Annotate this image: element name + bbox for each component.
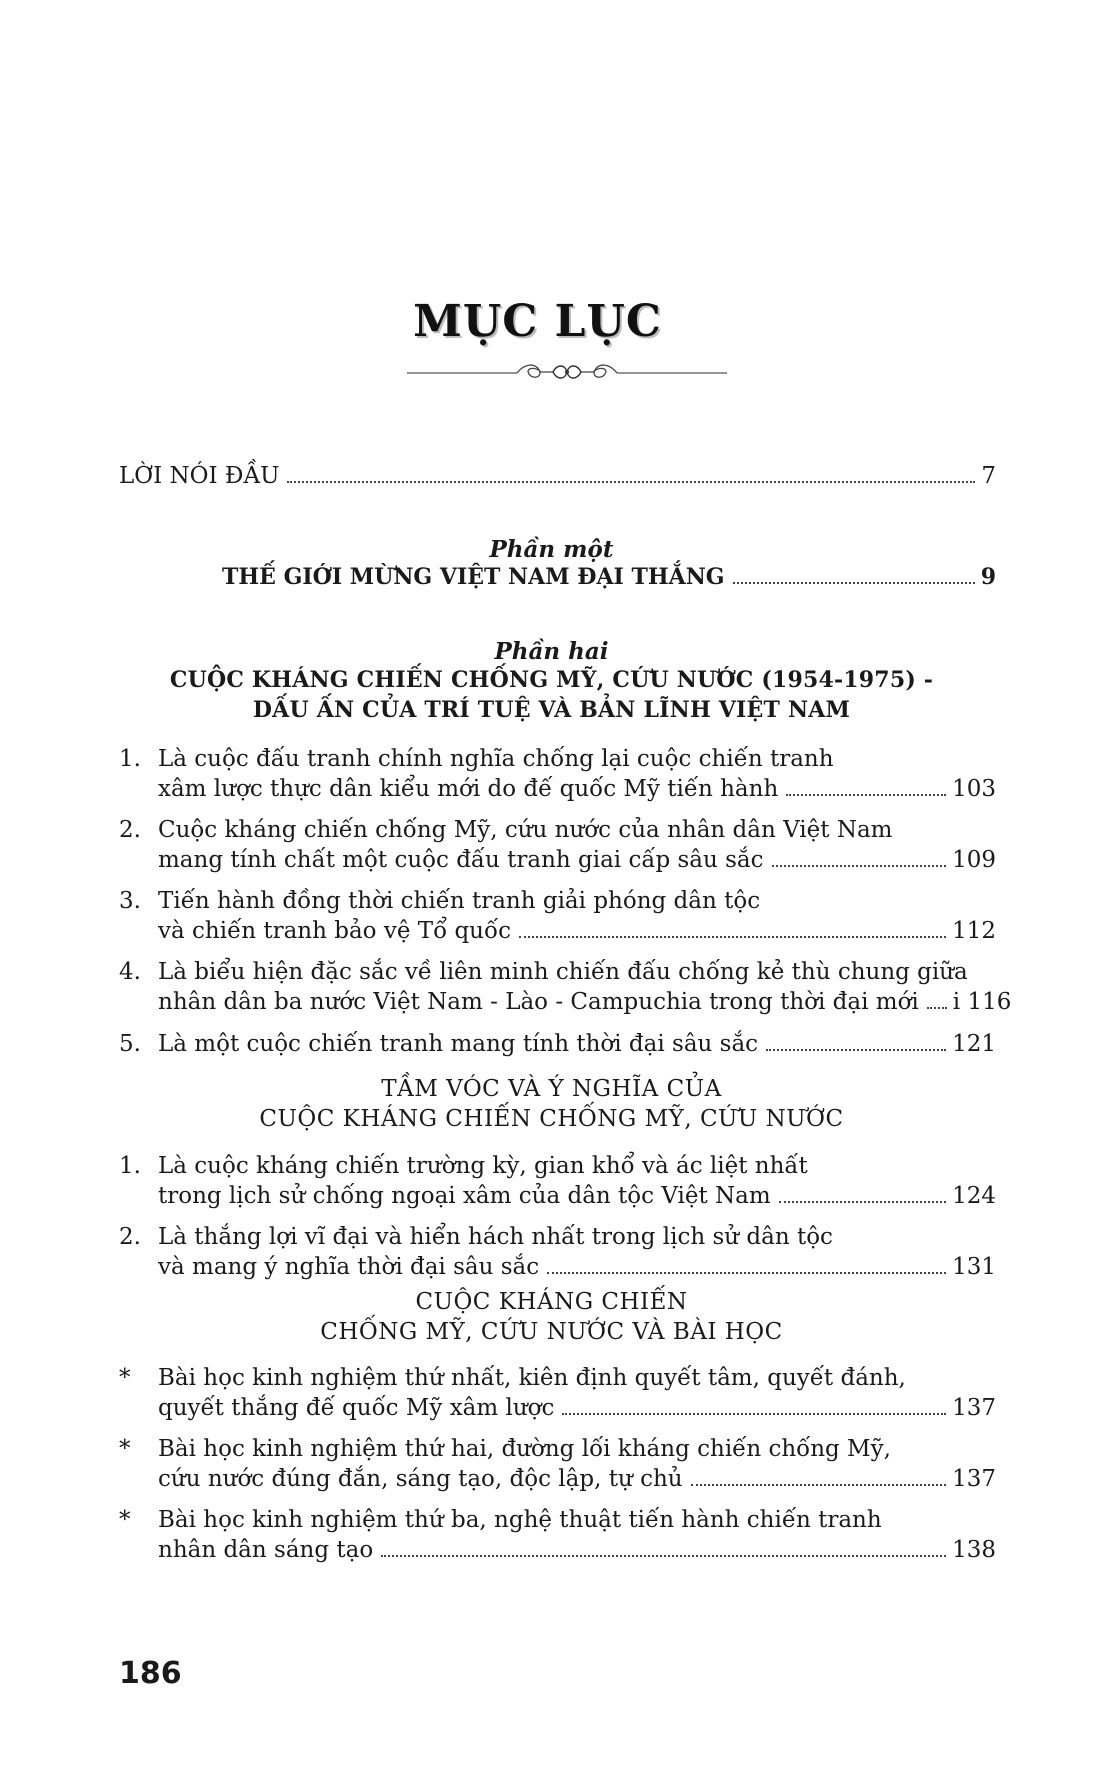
entry-bullet: * [119, 1507, 131, 1533]
toc-entry[interactable] [119, 957, 1012, 1019]
entry-label: LỜI NÓI ĐẦU [119, 463, 280, 489]
toc-entry[interactable] [119, 1222, 996, 1284]
entry-number: 2. [119, 1224, 141, 1250]
entry-page: i 116 [952, 989, 1012, 1015]
entry-bullet: * [119, 1365, 131, 1391]
entry-page: 103 [952, 776, 996, 802]
dot-leader [779, 1201, 946, 1203]
entry-line2: mang tính chất một cuộc đấu tranh giai cấp sâu sắc [158, 847, 764, 873]
dot-leader [547, 1272, 946, 1274]
entry-label: THẾ GIỚI MỪNG VIỆT NAM ĐẠI THẮNG [222, 564, 725, 590]
entry-line2: nhân dân ba nước Việt Nam - Lào - Campuchia trong thời đại mới [158, 989, 919, 1015]
entry-page: 112 [952, 918, 996, 944]
entry-line1: Bài học kinh nghiệm thứ nhất, kiên định quyết tâm, quyết đánh, [158, 1365, 906, 1391]
entry-number: 5. [119, 1031, 141, 1057]
dot-leader [519, 936, 946, 938]
entry-page: 121 [952, 1031, 996, 1057]
entry-line1: Là một cuộc chiến tranh mang tính thời đại sâu sắc [158, 1031, 759, 1057]
dot-leader [287, 481, 975, 483]
section-heading-line2: CHỐNG MỸ, CỨU NƯỚC VÀ BÀI HỌC [320, 1319, 783, 1345]
entry-line1: Bài học kinh nghiệm thứ ba, nghệ thuật tiến hành chiến tranh [158, 1507, 882, 1533]
part-one-label: Phần một [489, 536, 614, 563]
entry-line1: Là biểu hiện đặc sắc về liên minh chiến đấu chống kẻ thù chung giữa [158, 959, 968, 985]
entry-page: 7 [981, 463, 996, 489]
section-heading-line2: CUỘC KHÁNG CHIẾN CHỐNG MỸ, CỨU NƯỚC [259, 1106, 844, 1132]
entry-line2: và chiến tranh bảo vệ Tổ quốc [158, 918, 511, 944]
toc-entry[interactable] [119, 1434, 996, 1496]
entry-number: 1. [119, 746, 141, 772]
entry-bullet: * [119, 1436, 131, 1462]
entry-page: 109 [952, 847, 996, 873]
entry-page: 137 [952, 1466, 996, 1492]
entry-line1: Tiến hành đồng thời chiến tranh giải phóng dân tộc [158, 888, 761, 914]
entry-number: 3. [119, 888, 141, 914]
entry-number: 1. [119, 1153, 141, 1179]
toc-entry-preface[interactable] [119, 461, 996, 491]
page-number: 186 [119, 1656, 182, 1691]
entry-number: 2. [119, 817, 141, 843]
entry-line1: Bài học kinh nghiệm thứ hai, đường lối kháng chiến chống Mỹ, [158, 1436, 891, 1462]
dot-leader [772, 865, 947, 867]
entry-page: 131 [952, 1254, 996, 1280]
entry-page: 124 [952, 1183, 996, 1209]
toc-entry[interactable] [119, 886, 996, 948]
part-two-label: Phần hai [494, 638, 609, 665]
toc-entry[interactable] [119, 1505, 996, 1567]
dot-leader [691, 1484, 947, 1486]
page-title: MỤC LỤC [413, 296, 662, 347]
toc-entry[interactable] [119, 1363, 996, 1425]
entry-number: 4. [119, 959, 141, 985]
entry-line2: nhân dân sáng tạo [158, 1537, 374, 1563]
toc-entry[interactable] [119, 1151, 996, 1213]
toc-entry[interactable] [119, 744, 996, 806]
dot-leader [927, 1007, 947, 1009]
toc-entry-part-one[interactable] [222, 564, 996, 590]
section-heading-line1: TẦM VÓC VÀ Ý NGHĨA CỦA [381, 1076, 722, 1102]
entry-page: 138 [952, 1537, 996, 1563]
entry-line2: cứu nước đúng đắn, sáng tạo, độc lập, tự chủ [158, 1466, 683, 1492]
dot-leader [733, 582, 975, 584]
entry-page: 137 [952, 1395, 996, 1421]
entry-line1: Là thắng lợi vĩ đại và hiển hách nhất trong lịch sử dân tộc [158, 1224, 833, 1250]
section-heading-line1: CUỘC KHÁNG CHIẾN [415, 1289, 688, 1315]
dot-leader [766, 1049, 946, 1051]
dot-leader [786, 794, 946, 796]
entry-line2: trong lịch sử chống ngoại xâm của dân tộc Việt Nam [158, 1183, 771, 1209]
part-two-title-line1: CUỘC KHÁNG CHIẾN CHỐNG MỸ, CỨU NƯỚC (1954-1975) - [169, 667, 934, 693]
entry-line1: Là cuộc đấu tranh chính nghĩa chống lại cuộc chiến tranh [158, 746, 834, 772]
entry-line2: và mang ý nghĩa thời đại sâu sắc [158, 1254, 540, 1280]
dot-leader [381, 1555, 946, 1557]
dot-leader [562, 1413, 946, 1415]
part-two-title-line2: DẤU ẤN CỦA TRÍ TUỆ VÀ BẢN LĨNH VIỆT NAM [252, 697, 851, 723]
entry-line2: quyết thắng đế quốc Mỹ xâm lược [158, 1395, 555, 1421]
entry-page: 9 [980, 564, 996, 590]
ornament-divider-icon [407, 358, 727, 388]
entry-line1: Cuộc kháng chiến chống Mỹ, cứu nước của nhân dân Việt Nam [158, 817, 893, 843]
entry-line1: Là cuộc kháng chiến trường kỳ, gian khổ và ác liệt nhất [158, 1153, 808, 1179]
entry-line2: xâm lược thực dân kiểu mới do đế quốc Mỹ tiến hành [158, 776, 779, 802]
toc-entry[interactable] [119, 815, 996, 877]
